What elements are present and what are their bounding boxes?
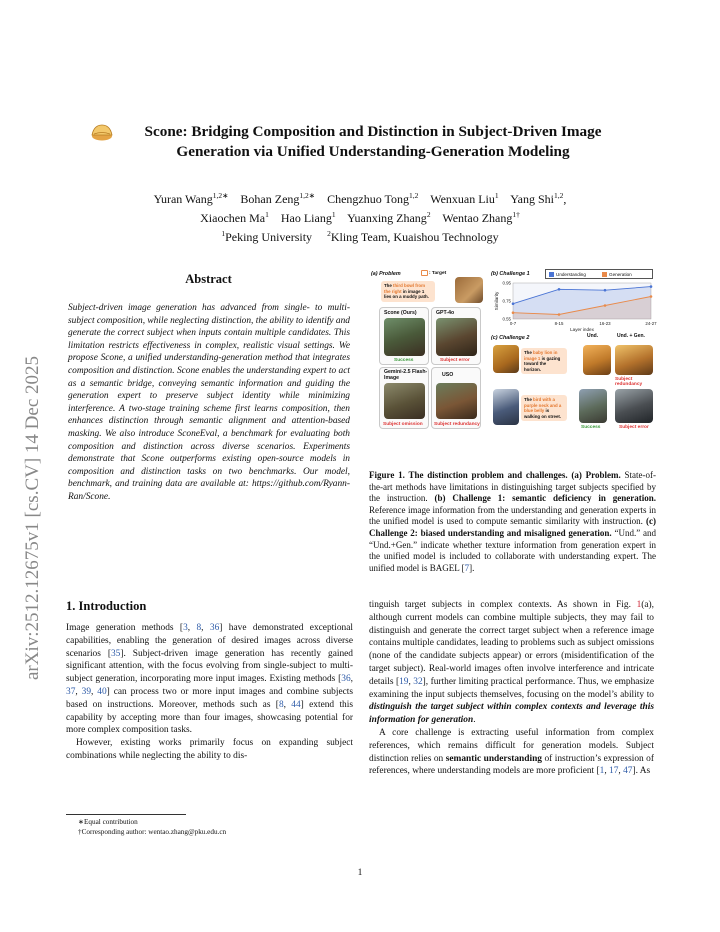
citation-link[interactable]: 44 xyxy=(291,699,301,710)
bird-und-result xyxy=(579,389,607,423)
author-name: Chengzhuo Tong xyxy=(327,192,410,206)
chart-legend xyxy=(545,269,653,279)
author-name: Hao Liang xyxy=(280,211,332,225)
author-sup: 1 xyxy=(494,191,499,200)
title-block xyxy=(80,122,640,162)
legend-generation: Generation xyxy=(609,271,632,277)
text-run: ] extend this capability by accepting more than four images, showcasing potential for more complex composition tasks. xyxy=(66,699,353,736)
affiliation-sup: 1 xyxy=(221,229,226,238)
text-run: is walking on street. xyxy=(524,408,562,419)
model-name: USO xyxy=(442,372,454,378)
data-point-generation xyxy=(558,313,561,316)
text-run: (a), although current models can combine multiple subjects, they may fail to distinguish and generate the correct target subject when a reference image contains multiple candidates, leading to problems such as subject omissions (none of the candidate subjects appear) or errors (misidentification of the target subject). Real-world images often involve interference and intricate details [ xyxy=(369,600,654,687)
text-run: ]. Subject-driven image generation has recently gained significant attention, with the focus evolving from single-subject to multi-subject generation, incorporating more input images. Existing methods [ xyxy=(66,648,353,685)
data-point-generation xyxy=(512,311,515,314)
caption-bold: (b) Challenge 1: semantic deficiency in generation. xyxy=(434,493,656,504)
person-reference-image xyxy=(493,389,519,425)
author-sup: 1,2∗ xyxy=(212,191,229,200)
x-tick-label: 16-23 xyxy=(599,321,611,326)
outcome-tag: Subject error xyxy=(440,358,470,363)
text-run: ] have demonstrated exceptional capabilities, enabling the generation of desired images across diverse scenarios [ xyxy=(66,623,353,659)
emphasis-text: distinguish the target subject within complex contexts and leverage this information for generation xyxy=(369,702,654,726)
title-line-2: Generation via Unified Understanding-Generation Modeling xyxy=(176,143,570,160)
lion-und-gen-result xyxy=(615,345,653,375)
outcome-tag: Subject error xyxy=(619,425,649,430)
citation-link[interactable]: 37 xyxy=(66,686,76,697)
citation-link[interactable]: 3 xyxy=(183,623,188,633)
page-number: 1 xyxy=(357,868,363,878)
panel-a-label: (a) Problem xyxy=(371,271,401,277)
text-run: Reference image information from the understanding and generation experts in the unified model is used to compute semantic similarity with instruction. xyxy=(369,504,656,527)
author-line-2 xyxy=(90,207,630,226)
footnote-equal: ∗Equal contribution xyxy=(78,818,138,826)
x-tick-label: 0-7 xyxy=(509,321,517,326)
citation-link[interactable]: 36 xyxy=(209,623,220,633)
author-name: Yang Shi xyxy=(510,192,555,206)
author-name: Xiaochen Ma xyxy=(200,211,266,225)
right-paragraph-2: A core challenge is extracting useful information from complex references, which remains difficult for generation models. Subject distinction relies on semantic understanding of instruction’s expression of references, where understanding models are more proficient [1, 17, 47]. As xyxy=(369,727,654,777)
y-tick-label: 0.95 xyxy=(502,280,511,286)
outcome-tag: Subject redundancy xyxy=(434,422,480,427)
text-run: is gazing toward the horizon. xyxy=(524,355,561,372)
text-run: The xyxy=(384,283,394,288)
abstract-text: Subject-driven image generation has advanced from single- to multi-subject composition, while neglecting distinction, the ability to identify and generate the correct subject when inputs contain multiple candidates. This limitation restricts effectiveness in complex, realistic visual settings. We propose Scone, a unified understanding-generation method that integrates composition and distinction. Scone enables the understanding expert to act as a semantic bridge, conveying semantic information and guiding the generation expert to preserve subject identity while minimizing interference. A two-stage training scheme first learns composition, then enhances distinction through semantic alignment and attention-based masking. We also introduce SconeEval, a benchmark for evaluating both composition and distinction across diverse scenarios. Experiments demonstrate that Scone outperforms existing open-source models in composition and distinction tasks on two benchmarks. Our model, benchmark, and training data are available at: https://github.com/Ryann-Ran/Scone. xyxy=(68,303,350,502)
author-name: Wentao Zhang xyxy=(442,211,513,225)
text-run: A core challenge is extracting useful information from complex references, which remains difficult for generation models. Subject distinction relies on xyxy=(369,727,654,764)
intro-left-column xyxy=(66,622,353,763)
data-point-understanding xyxy=(558,288,561,291)
citation-link[interactable]: 8 xyxy=(196,623,202,633)
text-run: in image 1 lies on a muddy path. xyxy=(384,288,429,300)
model-card-scone xyxy=(379,307,429,365)
author-line-1: Yuran Wang$^{1,2∗}$ Bohan Zeng$^{1,2∗}$ Chengzhuo Tong$^{1,2}$ Wenxuan Liu$^1$ Yang Shi$^{1,2}$, xyxy=(153,191,567,206)
citation-link[interactable]: 36 xyxy=(341,674,351,685)
lion-reference-image xyxy=(493,345,519,373)
text-run: Image generation methods [ xyxy=(66,623,184,633)
result-image xyxy=(384,318,425,356)
text-run: . xyxy=(473,715,476,726)
target-box-icon xyxy=(421,270,428,276)
outcome-tag: Success xyxy=(394,358,414,363)
data-point-understanding xyxy=(512,302,515,305)
data-point-understanding xyxy=(650,285,653,288)
panel-b-label: (b) Challenge 1 xyxy=(491,271,530,277)
panel-c-label: (c) Challenge 2 xyxy=(491,335,530,341)
figure-1 xyxy=(369,265,656,465)
model-name: Scone (Ours) xyxy=(384,310,417,316)
author-sup: 2 xyxy=(426,210,431,219)
model-card-gpt4o xyxy=(431,307,481,365)
citation-link[interactable]: 32 xyxy=(413,676,423,687)
author-sup: 1 xyxy=(265,210,269,219)
outcome-tag: Success xyxy=(581,425,601,430)
affiliation-line xyxy=(90,226,630,245)
intro-paragraph-1: Image generation methods [3, 8, 36] have demonstrated exceptional capabilities, enabling the generation of desired images across diverse scenarios [35]. Subject-driven image generation has recently gained significant attention, with the focus evolving from single-subject to multi-subject generation, incorporating more input images. Existing methods [36, 37, 39, 40] can process two or more input images and combine subjects based on instructions. Moreover, methods such as [8, 44] extend this capability by accepting more than four images, showcasing potential for more complex composition tasks. xyxy=(66,623,354,736)
citation-link[interactable]: 8 xyxy=(278,699,284,710)
column-und-label: Und. xyxy=(587,333,599,339)
intro-right-column xyxy=(369,599,654,778)
footnotes xyxy=(66,818,353,837)
legend-understanding: Understanding xyxy=(556,271,586,277)
text-run: State-of-the-art methods have limitations in distinguishing target subjects specified by the instruction. xyxy=(369,470,656,504)
highlight-text: third bowl from the right xyxy=(384,283,425,294)
intro-paragraph-2: However, existing works primarily focus on expanding subject combinations while neglecting the ability to dis- xyxy=(66,738,353,761)
figure-caption xyxy=(369,470,656,574)
text-run: ]. As xyxy=(632,766,651,777)
reference-image xyxy=(455,277,483,303)
author-name: Yuran Wang xyxy=(153,192,213,206)
citation-link[interactable]: 19 xyxy=(399,676,409,687)
prompt-c2 xyxy=(521,395,567,421)
right-paragraph-1: tinguish target subjects in complex contexts. As shown in Fig. 1(a), although current models can combine multiple subjects, they may fail to distinguish and generate the correct target subject when a reference image contains multiple candidates, leading to problems such as subject omissions (none of the candidate subjects appear) or errors (misidentification of the target subject). Real-world images often involve interference and intricate details [19, 32], further limiting practical performance. Thus, we emphasize examining the input subjects themselves, focusing on the model’s ability to distinguish the target subject within complex contexts and leverage this information for generation. xyxy=(369,600,655,726)
author-name: Bohan Zeng xyxy=(240,192,300,206)
legend-swatch-generation xyxy=(602,272,607,277)
result-image xyxy=(436,318,477,356)
bold-text: semantic understanding xyxy=(445,753,542,764)
author-sup: 1,2 xyxy=(409,191,419,200)
outcome-tag: Subject redundancy xyxy=(615,377,643,387)
column-und-gen-label: Und. + Gen. xyxy=(617,333,645,339)
text-run: tinguish target subjects in complex contexts. As shown in Fig. xyxy=(369,600,637,610)
result-image xyxy=(436,383,477,419)
author-sup: 1,2 xyxy=(554,191,564,200)
title-line-1: Scone: Bridging Composition and Distinction in Subject-Driven Image xyxy=(144,123,602,140)
citation-link[interactable]: 1 xyxy=(599,766,605,777)
target-label: : Target xyxy=(429,271,447,276)
text-run: of instruction’s expression of references, where understanding models are more proficient [ xyxy=(369,753,654,777)
author-sup: 1† xyxy=(512,210,520,219)
x-tick-label: 8-15 xyxy=(554,321,564,326)
intro-heading: 1. Introduction xyxy=(66,599,147,613)
arxiv-stamp-svg xyxy=(8,250,48,690)
author-sup: 1 xyxy=(331,210,336,219)
author-sup: 1,2∗ xyxy=(299,191,316,200)
paper-title xyxy=(80,122,640,162)
citation-link[interactable]: 40 xyxy=(97,686,107,697)
scone-logo-icon xyxy=(90,122,114,142)
x-tick-label: 24-27 xyxy=(645,321,657,326)
data-point-generation xyxy=(604,304,607,307)
caption-bold: (c) Challenge 2: biased understanding and misaligned generation. xyxy=(369,516,656,538)
citation-link[interactable]: 47 xyxy=(623,766,633,777)
result-image xyxy=(384,383,425,419)
citation-link[interactable]: 7 xyxy=(464,562,470,573)
citation-link[interactable]: 39 xyxy=(81,686,92,697)
text-run: ] can process two or more input images and combine subjects based on instructions. Moreover, methods such as [ xyxy=(66,686,354,710)
legend-swatch-understanding xyxy=(549,272,554,277)
arxiv-id: arXiv:2512.12675v1 [cs.CV] 14 Dec 2025 xyxy=(22,355,43,680)
model-card-uso xyxy=(431,367,481,429)
arxiv-stamp xyxy=(8,250,48,690)
text-run: ], further limiting practical performance. Thus, we emphasize examining the input subjects themselves, focusing on the model’s ability to xyxy=(369,676,655,700)
bird-und-gen-result xyxy=(615,389,653,423)
y-tick-label: 0.75 xyxy=(502,298,511,304)
footnote-corresponding: †Corresponding author: wentao.zhang@pku.edu.cn xyxy=(78,827,227,836)
prompt-a xyxy=(381,281,435,302)
abstract-heading: Abstract xyxy=(185,272,232,286)
outcome-tag: Subject omission xyxy=(383,422,423,427)
caption-bold: Figure 1. The distinction problem and challenges. (a) Problem. xyxy=(369,470,621,480)
highlight-text: bird with a purple neck and a blue belly xyxy=(524,397,562,414)
author-name: Yuanxing Zhang xyxy=(347,211,427,225)
model-name: GPT-4o xyxy=(436,310,455,316)
data-point-generation xyxy=(650,295,653,298)
similarity-chart xyxy=(491,279,655,333)
prompt-c1 xyxy=(521,348,567,374)
author-name: Wenxuan Liu xyxy=(430,192,495,206)
text-run: “Und.” and “Und.+Gen.” indicate whether texture information from generation expert in the unified model is included to collaborate with understanding expert. The unified model is BAGEL [ xyxy=(369,527,656,573)
y-tick-label: 0.55 xyxy=(502,316,511,322)
highlight-text: baby lion in image 1 xyxy=(524,350,558,361)
text-run: ]. xyxy=(469,562,475,573)
citation-link[interactable]: 35 xyxy=(110,648,121,659)
model-name: Gemini-2.5 Flash-Image xyxy=(384,369,428,381)
y-axis-label: Similarity xyxy=(494,291,499,311)
text-run: The xyxy=(524,350,534,355)
lion-und-result xyxy=(583,345,611,375)
figure-link[interactable]: 1 xyxy=(636,600,642,610)
affiliation-sup: 2 xyxy=(327,229,331,238)
x-axis-label: Layer index xyxy=(570,327,594,332)
affiliation: Kling Team, Kuaishou Technology xyxy=(330,230,499,244)
footnote-rule xyxy=(66,814,186,815)
model-card-gemini xyxy=(379,367,429,429)
citation-link[interactable]: 17 xyxy=(609,766,619,777)
text-run: The xyxy=(524,397,534,402)
data-point-understanding xyxy=(604,289,607,292)
author-block xyxy=(90,188,630,245)
affiliation: Peking University xyxy=(225,230,313,244)
